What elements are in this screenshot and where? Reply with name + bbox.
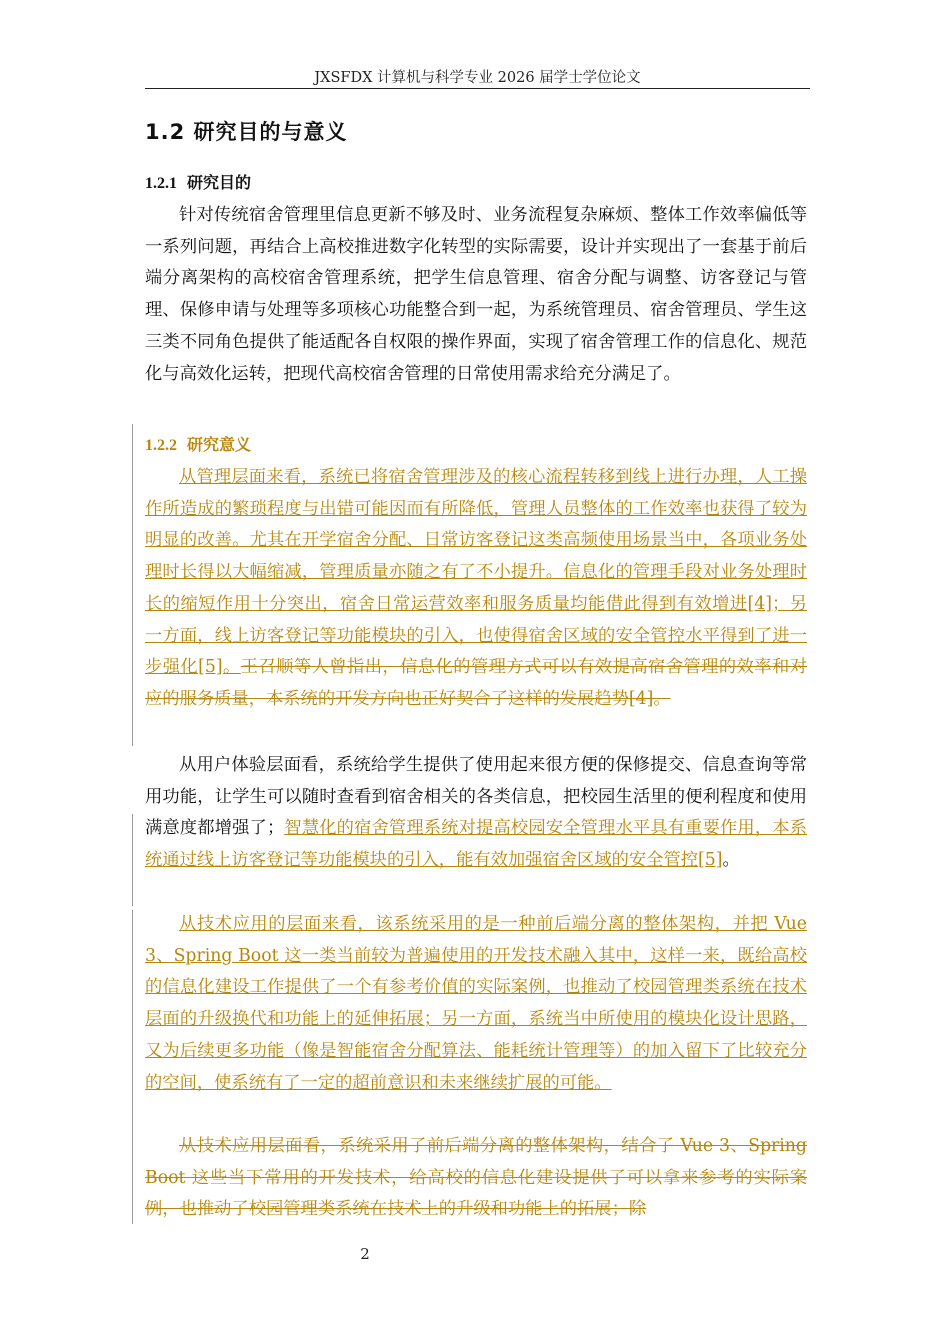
deleted-text: 王召顺等人曾指出，信息化的管理方式可以有效提高宿舍管理的效率和对应的服务质量，本系统的开发方向也正好契合了这样的发展趋势[4]。 (145, 657, 807, 709)
inserted-text: 从技术应用的层面来看，该系统采用的是一种前后端分离的整体架构，并把 Vue 3、Spring Boot 这一类当前较为普遍使用的开发技术融入其中，这样一来，既给高校的信息化建设工作提供了一个有参考价值的实际案例，也推动了校园管理类系统在技术层面的升级换代和功能上的延伸拓展；另一方面，系统当中所使用的模块化设计思路，又为后续更多功能（像是智能宿舍分配算法、能耗统计管理等）的加入留下了比较充分的空间，使系统有了一定的超前意识和未来继续扩展的可能。 (145, 914, 807, 1093)
deleted-text: 从技术应用层面看，系统采用了前后端分离的整体架构，结合了 Vue 3、Spring Boot 这些当下常用的开发技术，给高校的信息化建设提供了可以拿来参考的实际案例，也推动了校园管理类系统在技术上的升级和功能上的拓展；除 (145, 1136, 807, 1220)
paragraph-technology-old (145, 1131, 807, 1226)
subsection-label: 研究目的 (187, 173, 252, 192)
normal-text: 从用户体验层面看，系统给学生提供了使用起来很方便的保修提交、信息查询等常用功能，让学生可以随时查看到宿舍相关的各类信息，把校园生活里的便利程度和使用满意度都增强了； (145, 755, 807, 839)
subsection-label: 研究意义 (187, 435, 252, 454)
change-bar (132, 814, 133, 906)
paragraph-management (145, 462, 807, 716)
section-title: 1.2 研究目的与意义 (145, 120, 348, 144)
change-bar (132, 910, 133, 1224)
paragraph-technology (145, 909, 807, 1099)
subsection-title-purpose (145, 170, 251, 193)
subsection-number: 1.2.1 (145, 175, 177, 192)
page-header: JXSFDX 计算机与科学专业 2026 届学士学位论文 (314, 70, 641, 86)
subsection-number: 1.2.2 (145, 437, 177, 454)
paragraph-purpose: 针对传统宿舍管理里信息更新不够及时、业务流程复杂麻烦、整体工作效率偏低等一系列问题，再结合上高校推进数字化转型的实际需要，设计并实现出了一套基于前后端分离架构的高校宿舍管理系统，把学生信息管理、宿舍分配与调整、访客登记与管理、保修申请与处理等多项核心功能整合到一起，为系统管理员、宿舍管理员、学生这三类不同角色提供了能适配各自权限的操作界面，实现了宿舍管理工作的信息化、规范化与高效化运转，把现代高校宿舍管理的日常使用需求给充分满足了。 (145, 205, 807, 384)
inserted-text: 从管理层面来看，系统已将宿舍管理涉及的核心流程转移到线上进行办理，人工操作所造成的繁琐程度与出错可能因而有所降低，管理人员整体的工作效率也获得了较为明显的改善。尤其在开学宿舍分配、日常访客登记这类高频使用场景当中，各项业务处理时长得以大幅缩减，管理质量亦随之有了不小提升。信息化的管理手段对业务处理时长的缩短作用十分突出，宿舍日常运营效率和服务质量均能借此得到有效增进[4]；另一方面，线上访客登记等功能模块的引入，也使得宿舍区域的安全管控水平得到了进一步强化[5]。 (145, 467, 807, 678)
change-bar (132, 424, 133, 746)
normal-text-tail: 。 (722, 850, 740, 871)
inserted-text: 智慧化的宿舍管理系统对提高校园安全管理水平具有重要作用，本系统通过线上访客登记等功能模块的引入，能有效加强宿舍区域的安全管控[5] (145, 818, 807, 871)
header-rule (145, 88, 810, 89)
subsection-title-significance (145, 432, 251, 455)
paragraph-user-experience (145, 750, 807, 877)
page-number: 2 (360, 1245, 370, 1263)
